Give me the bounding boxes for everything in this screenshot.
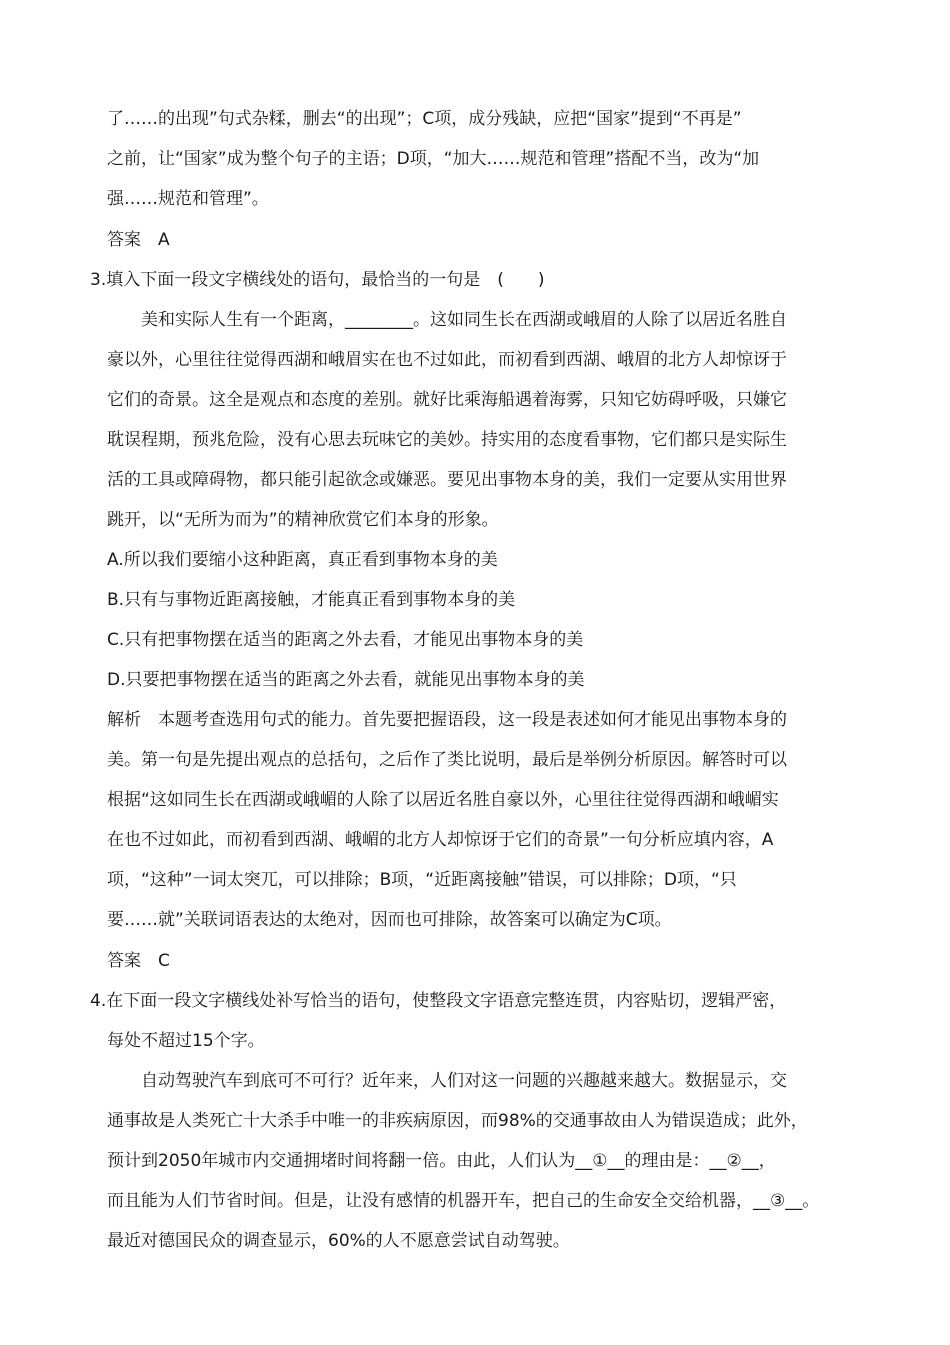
text-line: 之前，让“国家”成为整个句子的主语；D项，“加大……规范和管理”搭配不当，改为“加 [107,149,760,169]
text-line: 最近对德国民众的调查显示，60%的人不愿意尝试自动驾驶。 [107,1231,570,1251]
text-line: 通事故是人类死亡十大杀手中唯一的非疾病原因，而98%的交通事故由人为错误造成；此外， [107,1111,808,1131]
answer-label: 答案 A [107,230,170,250]
text-line: 美和实际人生有一个距离，________。这如同生长在西湖或峨眉的人除了以居近名胜自 [107,310,787,330]
text-line: 自动驾驶汽车到底可不可行？近年来，人们对这一问题的兴趣越来越大。数据显示，交 [107,1071,787,1091]
analysis-line: 根据“这如同生长在西湖或峨嵋的人除了以居近名胜自豪以外，心里往往觉得西湖和峨嵋实 [107,790,779,810]
option-d: D.只要把事物摆在适当的距离之外去看，就能见出事物本身的美 [107,670,585,690]
analysis-line: 解析 本题考查选用句式的能力。首先要把握语段，这一段是表述如何才能见出事物本身的 [107,710,787,730]
question-4-title: 4.在下面一段文字横线处补写恰当的语句，使整段文字语意完整连贯，内容贴切，逻辑严密， [90,991,787,1011]
option-a: A.所以我们要缩小这种距离，真正看到事物本身的美 [107,550,498,570]
answer-label: 答案 C [107,951,170,971]
text-line: 耽误程期，预兆危险，没有心思去玩味它的美妙。持实用的态度看事物，它们都只是实际生 [107,430,787,450]
option-c: C.只有把事物摆在适当的距离之外去看，才能见出事物本身的美 [107,630,584,650]
text-line: 强……规范和管理”。 [107,189,269,209]
text-line: 了……的出现”句式杂糅，删去“的出现”；C项，成分残缺，应把“国家”提到“不再是” [107,109,742,129]
question-3-title: 3.填入下面一段文字横线处的语句，最恰当的一句是 ( ) [90,270,545,290]
text-line: 而且能为人们节省时间。但是，让没有感情的机器开车，把自己的生命安全交给机器，__③__。 [107,1191,820,1211]
text-line: 它们的奇景。这全是观点和态度的差别。就好比乘海船遇着海雾，只知它妨碍呼吸，只嫌它 [107,390,787,410]
analysis-line: 美。第一句是先提出观点的总括句，之后作了类比说明，最后是举例分析原因。解答时可以 [107,750,787,770]
text-line: 每处不超过15个字。 [107,1031,265,1051]
text-line: 豪以外，心里往往觉得西湖和峨眉实在也不过如此，而初看到西湖、峨眉的北方人却惊讶于 [107,350,787,370]
analysis-line: 项，“这种”一词太突兀，可以排除；B项，“近距离接触”错误，可以排除；D项，“只 [107,870,737,890]
analysis-line: 在也不过如此，而初看到西湖、峨嵋的北方人却惊讶于它们的奇景”一句分析应填内容，A [107,830,774,850]
option-b: B.只有与事物近距离接触，才能真正看到事物本身的美 [107,590,516,610]
analysis-line: 要……就”关联词语表达的太绝对，因而也可排除，故答案可以确定为C项。 [107,910,672,930]
text-line: 活的工具或障碍物，都只能引起欲念或嫌恶。要见出事物本身的美，我们一定要从实用世界 [107,470,787,490]
text-line: 预计到2050年城市内交通拥堵时间将翻一倍。由此，人们认为__①__的理由是：__②__， [107,1151,776,1171]
text-line: 跳开，以“无所为而为”的精神欣赏它们本身的形象。 [107,510,499,530]
